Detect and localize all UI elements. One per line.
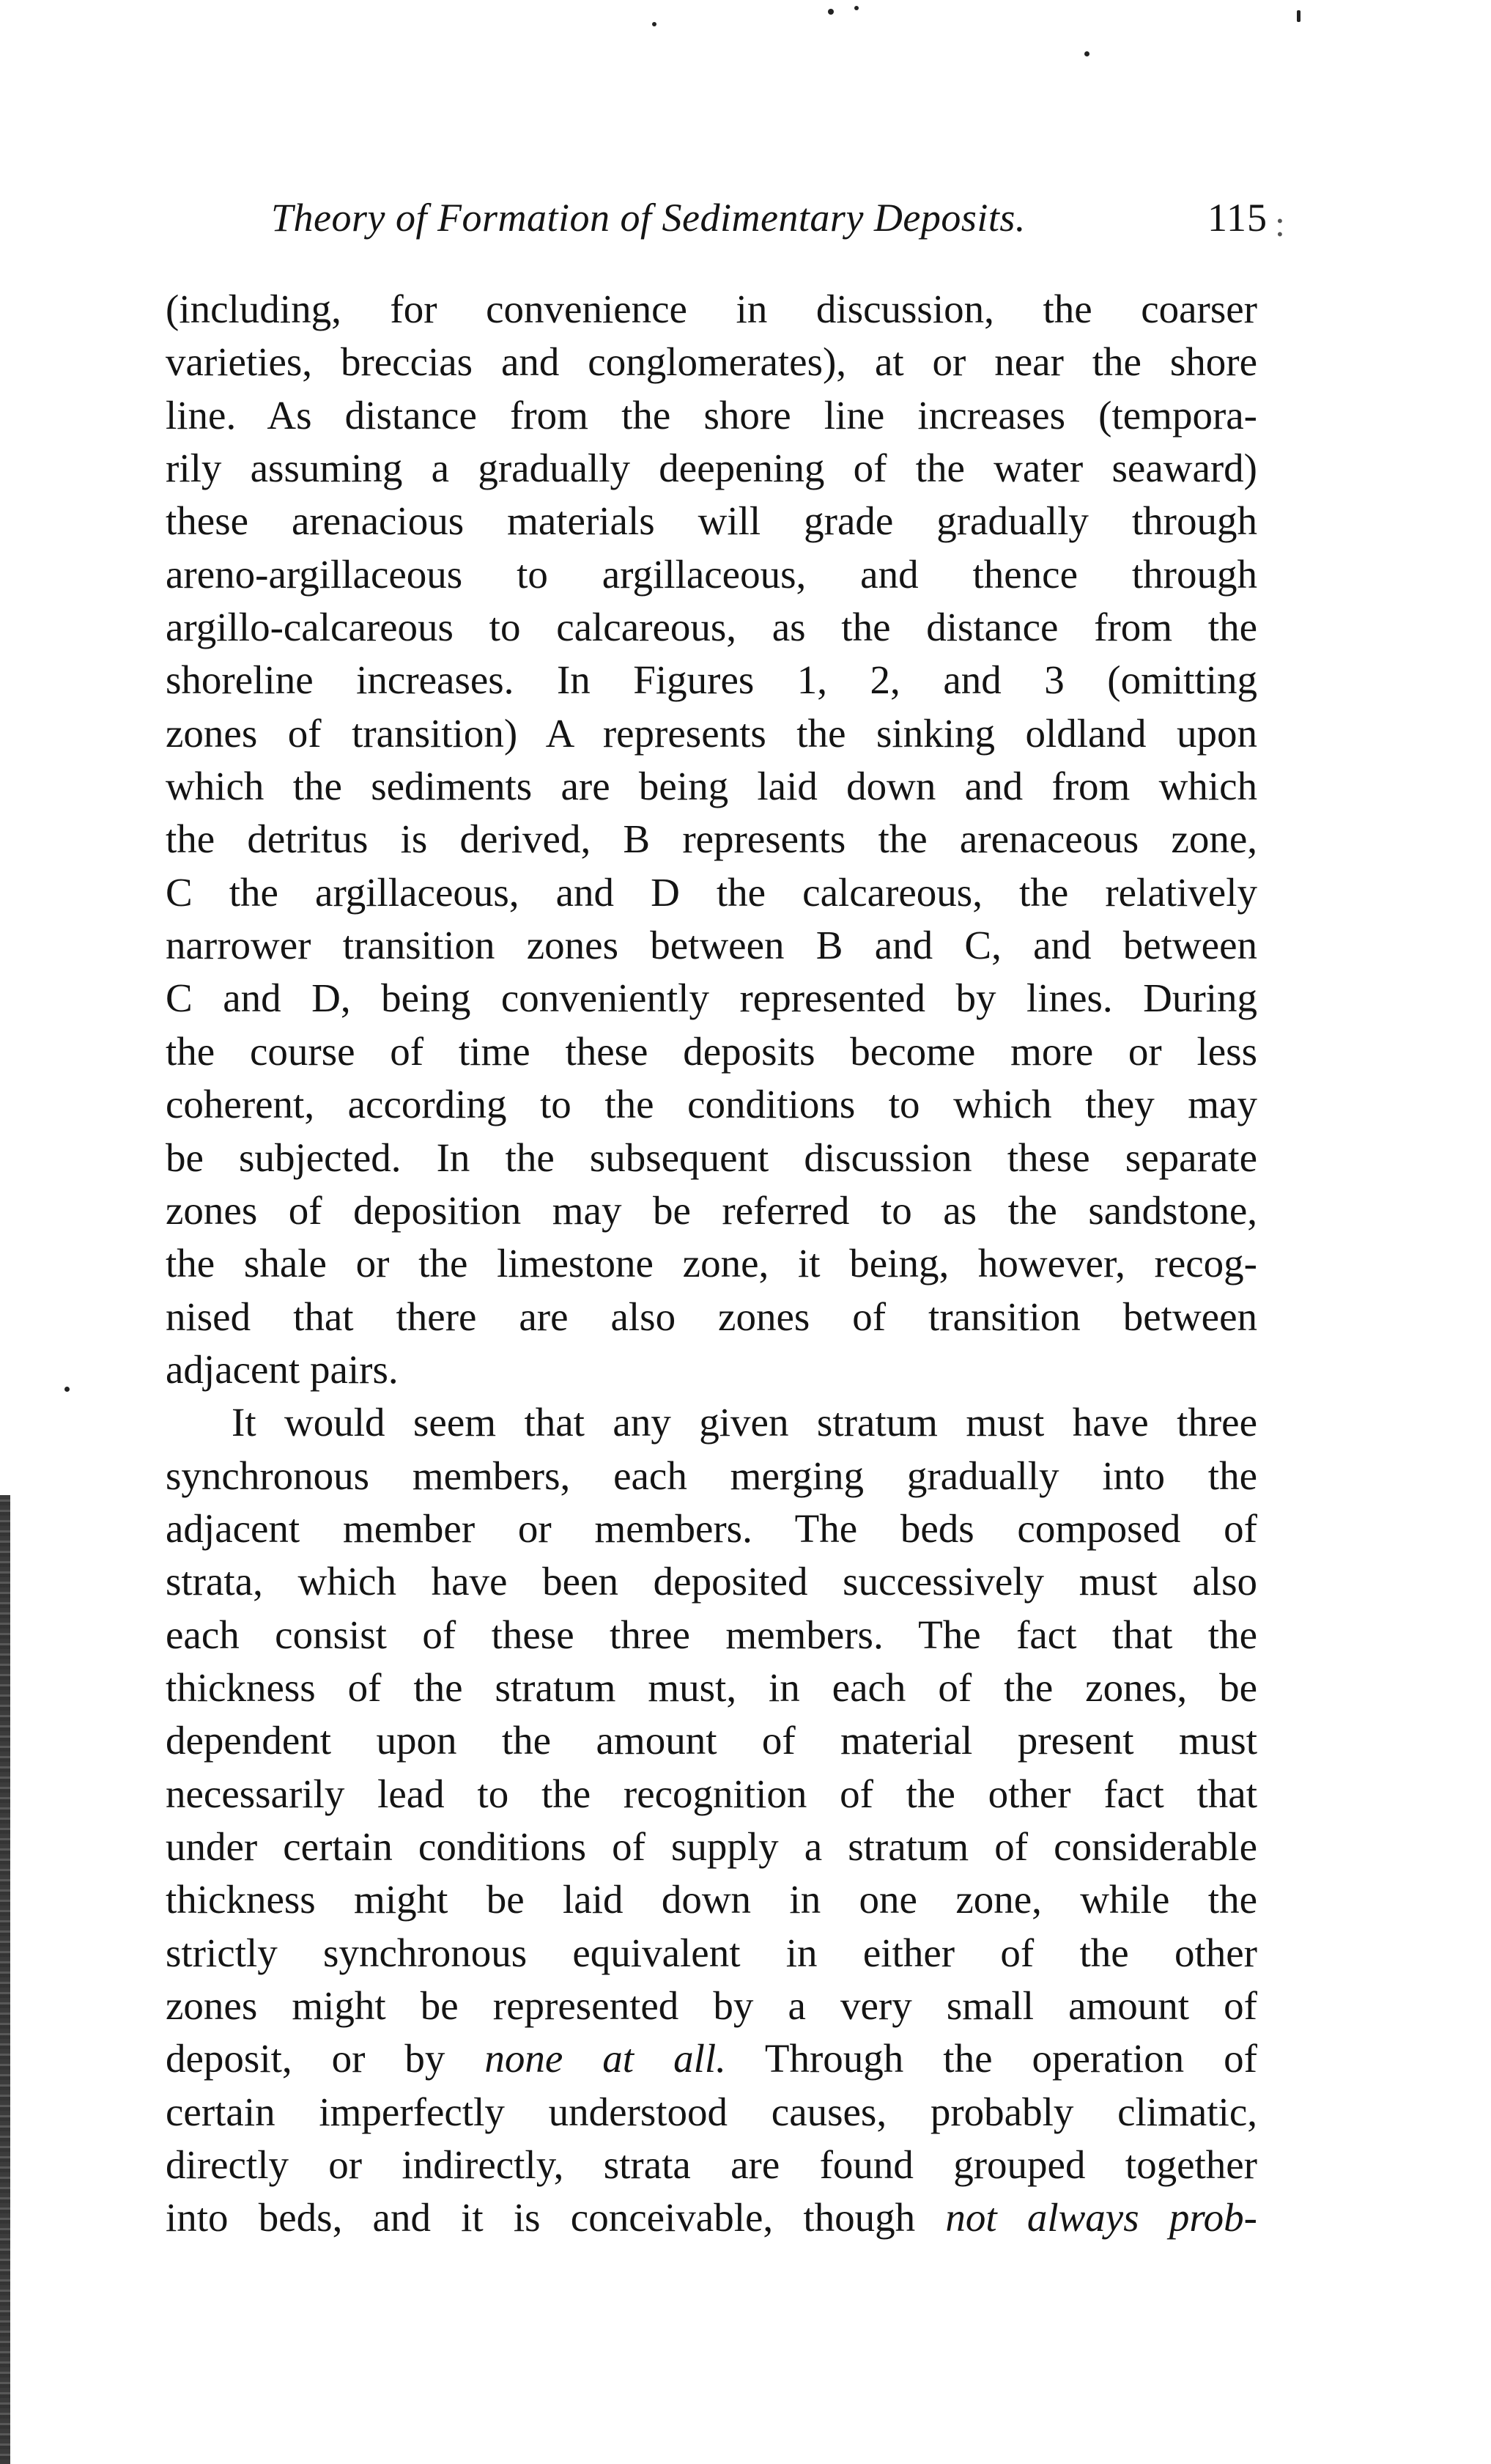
text-line: zones might be represented by a very small amount of xyxy=(166,1983,1257,2028)
text-line: these arenacious materials will grade gradually through xyxy=(166,498,1257,544)
text-line: It would seem that any given stratum must have three xyxy=(232,1400,1257,1445)
text-line: zones of transition) A represents the sinking oldland upon xyxy=(166,710,1257,756)
text-line: argillo-calcareous to calcareous, as the distance from the xyxy=(166,605,1257,650)
page-header xyxy=(271,192,1268,243)
text-line: narrower transition zones between B and C, and between xyxy=(166,923,1257,968)
italic-phrase: none at all. xyxy=(484,2036,726,2081)
running-head: Theory of Formation of Sedimentary Deposits. xyxy=(271,196,1026,240)
text-line: shoreline increases. In Figures 1, 2, and 3 (omitting xyxy=(166,657,1257,703)
text-line: be subjected. In the subsequent discussion these separate xyxy=(166,1135,1257,1180)
text-line: zones of deposition may be referred to as the sandstone, xyxy=(166,1187,1257,1233)
margin-mark: : xyxy=(1275,203,1285,244)
text-line: thickness might be laid down in one zone, while the xyxy=(166,1877,1257,1922)
text-line: nised that there are also zones of transition between xyxy=(166,1294,1257,1339)
scan-speck xyxy=(64,1387,70,1392)
text-line: necessarily lead to the recognition of the other fact that xyxy=(166,1771,1257,1816)
text-line xyxy=(166,2191,1257,2244)
text-line xyxy=(166,2032,1257,2085)
scan-speck xyxy=(1084,51,1089,56)
text-line: under certain conditions of supply a stratum of considerable xyxy=(166,1823,1257,1869)
text-line: line. As distance from the shore line increases (tempora- xyxy=(166,392,1257,438)
text-segment: Through the operation of xyxy=(725,2036,1257,2081)
text-line: strata, which have been deposited successively must also xyxy=(166,1559,1257,1604)
text-line: each consist of these three members. The fact that the xyxy=(166,1612,1257,1657)
text-segment: into beds, and it is conceivable, though xyxy=(166,2195,946,2240)
scan-speck xyxy=(828,9,834,15)
text-line: strictly synchronous equivalent in either of the other xyxy=(166,1930,1257,1975)
text-line: dependent upon the amount of material present must xyxy=(166,1718,1257,1763)
italic-phrase: not always prob- xyxy=(945,2195,1257,2240)
text-segment: deposit, or by xyxy=(166,2036,485,2081)
text-line: varieties, breccias and conglomerates), at or near the shore xyxy=(166,339,1257,385)
text-line: the shale or the limestone zone, it being, however, recog- xyxy=(166,1241,1257,1286)
text-line: directly or indirectly, strata are found grouped together xyxy=(166,2142,1257,2188)
text-line: coherent, according to the conditions to which they may xyxy=(166,1082,1257,1127)
text-line: the course of time these deposits become more or less xyxy=(166,1028,1257,1074)
text-line: C the argillaceous, and D the calcareous, the relatively xyxy=(166,869,1257,915)
binding-edge-shadow xyxy=(0,1495,10,2464)
text-line: rily assuming a gradually deepening of the water seaward) xyxy=(166,446,1257,491)
text-line: the detritus is derived, B represents the arenaceous zone, xyxy=(166,816,1257,862)
text-line: adjacent pairs. xyxy=(166,1346,399,1392)
text-line: areno-argillaceous to argillaceous, and thence through xyxy=(166,551,1257,597)
scan-speck xyxy=(1297,10,1301,22)
text-line: thickness of the stratum must, in each of the zones, be xyxy=(166,1664,1257,1710)
text-line: (including, for convenience in discussion, the coarser xyxy=(166,287,1257,331)
body-text xyxy=(166,283,1257,2245)
text-line: adjacent member or members. The beds composed of xyxy=(166,1505,1257,1551)
text-line: which the sediments are being laid down and from which xyxy=(166,764,1257,809)
page-number: 115 xyxy=(1207,196,1268,240)
text-line: certain imperfectly understood causes, probably climatic, xyxy=(166,2089,1257,2134)
text-line: C and D, being conveniently represented by lines. During xyxy=(166,975,1257,1021)
text-line: synchronous members, each merging gradually into the xyxy=(166,1453,1257,1498)
scan-speck xyxy=(854,6,859,10)
scan-speck xyxy=(652,22,656,26)
